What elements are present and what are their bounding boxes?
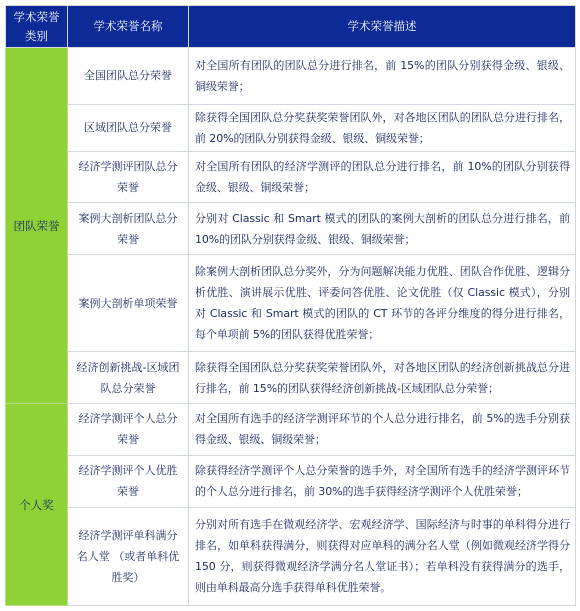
category-individual-awards: 个人奖 xyxy=(6,404,68,606)
header-description: 学术荣誉描述 xyxy=(189,6,576,48)
honor-description: 除获得全国团队总分奖获奖荣誉团队外，对各地区团队的团队总分进行排名，前 20%的团队分别获得金级、银级、铜级荣誉； xyxy=(189,104,576,151)
header-name: 学术荣誉名称 xyxy=(68,6,189,48)
honor-description: 对全国所有团队的经济学测评的团队总分进行排名，前 10%的团队分别获得金级、银级、铜级荣誉； xyxy=(189,151,576,203)
honor-description: 对全国所有选手的经济学测评环节的个人总分进行排名，前 5%的选手分别获得金级、银级、铜级荣誉； xyxy=(189,404,576,456)
honor-description: 分别对 Classic 和 Smart 模式的团队的案例大剖析的团队总分进行排名，前 10%的团队分别获得金级、银级、铜级荣誉； xyxy=(189,203,576,255)
table-row xyxy=(6,255,576,352)
honor-description: 除获得全国团队总分奖获奖荣誉团队外，对各地区团队的经济创新挑战总分进行排名，前 15%的团队获得经济创新挑战-区域团队总分荣誉； xyxy=(189,352,576,404)
header-category: 学术荣誉类别 xyxy=(6,6,68,48)
honor-description: 除获得经济学测评个人总分荣誉的选手外，对全国所有选手的经济学测评环节的个人总分进行排名，前 30%的选手获得经济学测评个人优胜荣誉； xyxy=(189,455,576,507)
table-row xyxy=(6,151,576,203)
honor-description: 对全国所有团队的团队总分进行排名，前 15%的团队分别获得金级、银级、铜级荣誉； xyxy=(189,48,576,105)
honor-name: 经济学测评个人总分荣誉 xyxy=(68,404,189,456)
honor-description: 除案例大剖析团队总分奖外，分为问题解决能力优胜、团队合作优胜、逻辑分析优胜、演讲展示优胜、评委问答优胜、论文优胜（仅 Classic 模式），分别对 Classic 和 Smart 模式的团队的 CT 环节的各评分维度的得分进行排名，每个单项前 5%的团队获得优胜荣誉； xyxy=(189,255,576,352)
honor-description: 分别对所有选手在微观经济学、宏观经济学、国际经济与时事的单科得分进行排名，如单科获得满分，则获得对应单科的满分名人堂（例如微观经济学得分 150 分，则获得微观经济学满分名人堂证书）；若单科没有获得满分的选手，则由单科最高分选手获得单科优胜荣誉。 xyxy=(189,507,576,605)
honor-name: 经济学测评单科满分名人堂 （或者单科优胜奖） xyxy=(68,507,189,605)
category-team-honors: 团队荣誉 xyxy=(6,48,68,404)
honor-name: 案例大剖析单项荣誉 xyxy=(68,255,189,352)
honor-name: 经济学测评个人优胜荣誉 xyxy=(68,455,189,507)
honors-table-container xyxy=(5,5,575,606)
honor-name: 全国团队总分荣誉 xyxy=(68,48,189,105)
table-row xyxy=(6,104,576,151)
table-row xyxy=(6,48,576,105)
table-row xyxy=(6,507,576,605)
honor-name: 经济创新挑战-区域团队总分荣誉 xyxy=(68,352,189,404)
honors-table xyxy=(5,5,576,606)
table-header-row xyxy=(6,6,576,48)
honor-name: 经济学测评团队总分荣誉 xyxy=(68,151,189,203)
table-row xyxy=(6,352,576,404)
honor-name: 案例大剖析团队总分荣誉 xyxy=(68,203,189,255)
table-row xyxy=(6,455,576,507)
table-row xyxy=(6,203,576,255)
honor-name: 区域团队总分荣誉 xyxy=(68,104,189,151)
table-row xyxy=(6,404,576,456)
